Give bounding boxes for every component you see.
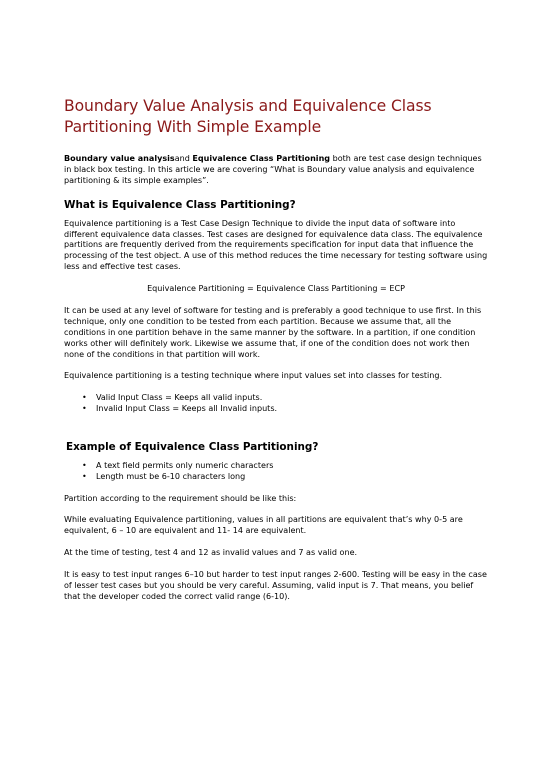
- ecp-usage-paragraph: It can be used at any level of software for testing and is preferably a good technique to use first. In this technique, only one condition to be tested from each partition. Because we assume that, all the conditions in one partition behave in the same manner by the software. In a partition, if one condition works other will definitely work. Likewise we assume that, if one of the condition does not work then none of the conditions in that partition will work.: [64, 305, 482, 359]
- section-heading-example: Example of Equivalence Class Partitioning?: [66, 440, 319, 453]
- intro-bold-term-2: Equivalence Class Partitioning: [192, 154, 331, 163]
- partition-evaluation-paragraph: While evaluating Equivalence partitioning, values in all partitions are equivalent that’s why 0-5 are equivalent, 6 – 10 are equivalent and 11- 14 are equivalent.: [64, 515, 463, 536]
- list-item: • Invalid Input Class = Keeps all Invalid inputs.: [96, 404, 488, 415]
- ecp-definition-paragraph: Equivalence partitioning is a Test Case Design Technique to divide the input data of software into different equivalence data classes. Test cases are designed for equivalence data class. The equivalence partitions are frequently derived from the requirements specification for input data that influence the processing of the test object. A use of this method reduces the time necessary for testing software using less and effective test cases.: [64, 218, 488, 272]
- intro-bold-term-1: Boundary value analysis: [64, 154, 175, 163]
- document-title: Boundary Value Analysis and Equivalence Class Partitioning With Simple Example: [64, 97, 432, 136]
- ecp-technique-paragraph: Equivalence partitioning is a testing technique where input values set into classes for testing.: [64, 371, 443, 381]
- intro-text-1: and: [174, 154, 193, 163]
- ecp-formula: Equivalence Partitioning = Equivalence Class Partitioning = ECP: [147, 284, 405, 294]
- list-item: • Length must be 6-10 characters long: [96, 472, 488, 483]
- input-range-paragraph: It is easy to test input ranges 6–10 but harder to test input ranges 2-600. Testing will be easy in the case of lesser test cases but you should be very careful. Assuming, valid input is 7. That means, you belief that the developer coded the correct valid range (6-10).: [64, 569, 487, 601]
- intro-paragraph: [64, 154, 488, 187]
- list-item: • A text field permits only numeric characters: [96, 461, 488, 472]
- section-heading-ecp: What is Equivalence Class Partitioning?: [64, 198, 296, 211]
- requirement-list: [64, 461, 488, 483]
- partition-intro-paragraph: Partition according to the requirement should be like this:: [64, 493, 297, 503]
- intro-text-2: both are test case design techniques in black box testing. In this article we are covering “What is Boundary value analysis and equivalence partitioning & its simple examples”.: [64, 154, 482, 185]
- list-item: • Valid Input Class = Keeps all valid inputs.: [96, 393, 488, 404]
- testing-values-paragraph: At the time of testing, test 4 and 12 as invalid values and 7 as valid one.: [64, 548, 358, 558]
- document-body: [64, 96, 488, 613]
- input-class-list: [64, 393, 488, 415]
